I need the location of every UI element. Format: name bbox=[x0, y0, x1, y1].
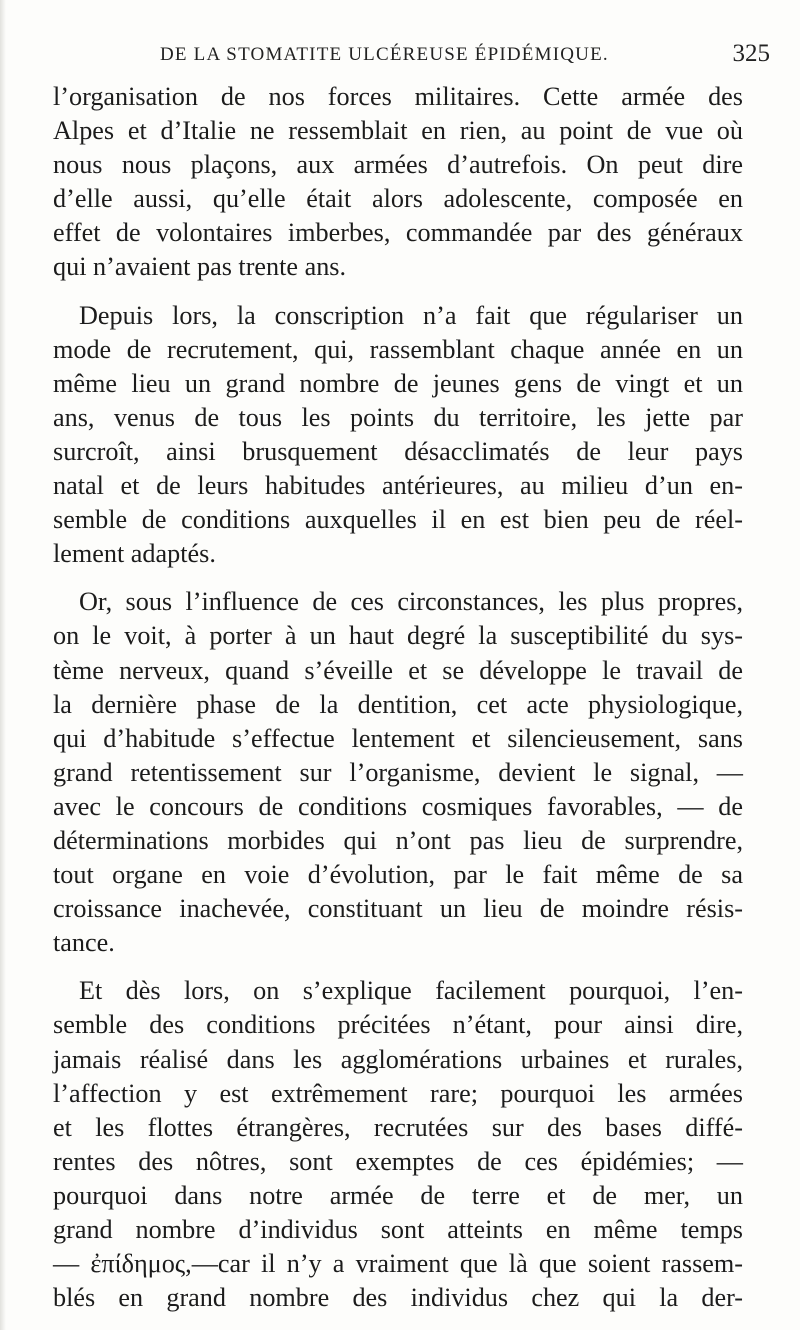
text-line: — ἐπίδημος,—car il n’y a vraiment que là que soient rassem- bbox=[53, 1249, 743, 1279]
body-text bbox=[53, 80, 743, 1315]
text-line: jamais réalisé dans les agglomérations urbaines et rurales, bbox=[53, 1044, 743, 1074]
text-line: qui d’habitude s’effectue lentement et silencieusement, sans bbox=[53, 723, 743, 753]
text-line: avec le concours de conditions cosmiques favorables, — de bbox=[53, 791, 743, 821]
text-line: d’elle aussi, qu’elle était alors adolescente, composée en bbox=[53, 184, 743, 214]
text-line: on le voit, à porter à un haut degré la susceptibilité du sys- bbox=[53, 621, 743, 651]
text-line: l’affection y est extrêmement rare; pourquoi les armées bbox=[53, 1078, 743, 1108]
text-line: Et dès lors, on s’explique facilement pourquoi, l’en- bbox=[79, 976, 743, 1006]
text-line: tème nerveux, quand s’éveille et se développe le travail de bbox=[53, 655, 743, 685]
text-line: pourquoi dans notre armée de terre et de mer, un bbox=[53, 1180, 743, 1210]
text-line: surcroît, ainsi brusquement désacclimatés de leur pays bbox=[53, 436, 743, 466]
text-line: déterminations morbides qui n’ont pas lieu de surprendre, bbox=[53, 825, 743, 855]
text-line: semble des conditions précitées n’étant, pour ainsi dire, bbox=[53, 1010, 743, 1040]
text-line: grand retentissement sur l’organisme, devient le signal, — bbox=[53, 757, 743, 787]
text-line: natal et de leurs habitudes antérieures, au milieu d’un en- bbox=[53, 471, 743, 501]
page-edge-shadow bbox=[0, 0, 6, 1330]
text-line: nous nous plaçons, aux armées d’autrefois. On peut dire bbox=[53, 150, 743, 180]
text-line: la dernière phase de la dentition, cet acte physiologique, bbox=[53, 689, 743, 719]
text-line: ans, venus de tous les points du territoire, les jette par bbox=[53, 402, 743, 432]
text-line: qui n’avaient pas trente ans. bbox=[53, 252, 347, 282]
text-line: mode de recrutement, qui, rassemblant chaque année en un bbox=[53, 334, 743, 364]
text-line: tout organe en voie d’évolution, par le fait même de sa bbox=[53, 860, 743, 890]
page-header bbox=[54, 34, 770, 70]
text-line: croissance inachevée, constituant un lieu de moindre résis- bbox=[53, 894, 743, 924]
paragraph bbox=[53, 299, 743, 572]
text-line: Depuis lors, la conscription n’a fait que régulariser un bbox=[79, 300, 743, 330]
text-line: même lieu un grand nombre de jeunes gens de vingt et un bbox=[53, 368, 743, 398]
running-head: DE LA STOMATITE ULCÉREUSE ÉPIDÉMIQUE. bbox=[160, 44, 609, 65]
text-line: semble de conditions auxquelles il en est bien peu de réel- bbox=[53, 505, 743, 535]
text-line: Or, sous l’influence de ces circonstances, les plus propres, bbox=[79, 587, 743, 617]
text-line: grand nombre d’individus sont atteints en même temps bbox=[53, 1215, 743, 1244]
paragraph bbox=[53, 585, 743, 960]
text-line: blés en grand nombre des individus chez qui la der- bbox=[53, 1283, 743, 1313]
text-line: lement adaptés. bbox=[53, 539, 216, 569]
text-line: et les flottes étrangères, recrutées sur des bases diffé- bbox=[53, 1112, 743, 1142]
paragraph bbox=[53, 974, 743, 1315]
text-line: tance. bbox=[53, 928, 115, 958]
text-line: effet de volontaires imberbes, commandée par des généraux bbox=[53, 218, 743, 248]
text-line: Alpes et d’Italie ne ressemblait en rien, au point de vue où bbox=[53, 116, 743, 146]
paragraph bbox=[53, 80, 743, 285]
text-line: rentes des nôtres, sont exemptes de ces épidémies; — bbox=[53, 1146, 743, 1176]
text-line: l’organisation de nos forces militaires. Cette armée des bbox=[53, 82, 743, 111]
page-number: 325 bbox=[732, 40, 770, 67]
